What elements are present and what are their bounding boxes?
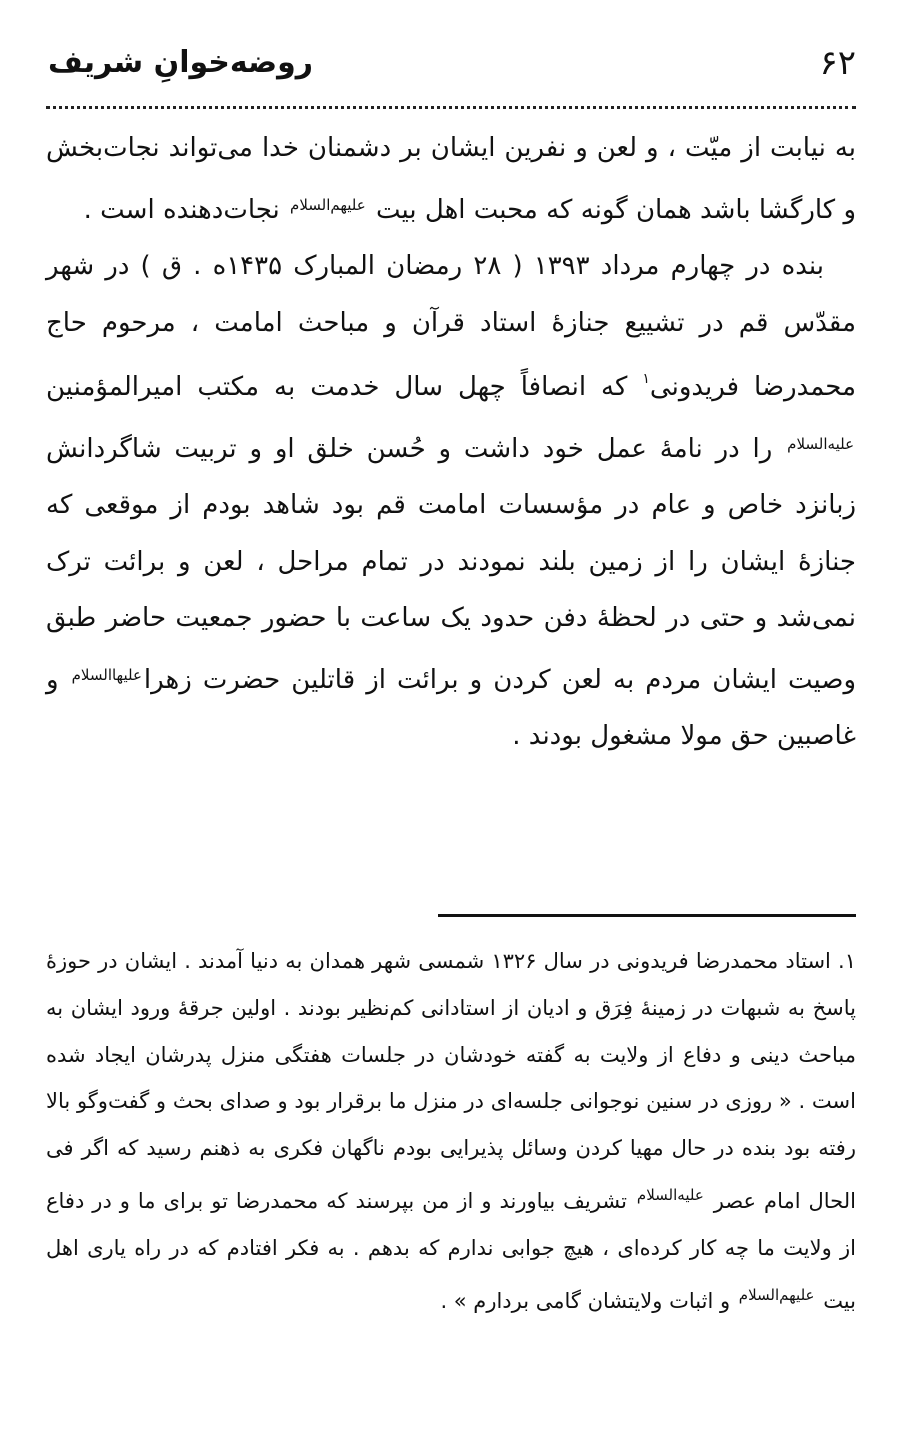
honorific-ahl-al-bayt: علیهم‌السلام [290,195,366,214]
page-header [48,38,856,98]
running-title: روضه‌خوانِ شریف [48,45,314,80]
header-dotted-rule [46,106,856,109]
footnote-text-a: ۱. استاد محمدرضا فریدونی در سال ۱۳۲۶ شمسی شهر همدان به دنیا آمدند . ایشان در حوزهٔ پاسخ به شبهات در زمینهٔ فِرَق و ادیان از استادانی کم‌نظیر بودند . اولین جرقهٔ ورود ایشان به مباحث دینی و دفاع از ولایت به گفته خودشان در جلسات هفتگی منزل پدرشان ایجاد شده است . « روزی در سنین نوجوانی جلسه‌ای در منزل ما برقرار بود و صدای بحث و گفت‌وگو بالا رفته بود بنده در حال مهیا کردن وسائل پذیرایی بودم ناگهان فکری به ذهنم رسید که اگر فی الحال امام عصر [46,949,857,1213]
paragraph-2-text-b: که انصافاً چهل سال خدمت به مکتب امیرالمؤمنین [46,372,628,402]
honorific-imam-asr: علیه‌السلام [636,1185,704,1204]
paragraph-2-text-a: بنده در چهارم مرداد ۱۳۹۳ ( ۲۸ رمضان المبارک ۱۴۳۵ه . ق ) در شهر مقدّس قم در تشییع جنازهٔ استاد قرآن و مباحث امامت ، مرحوم حاج محمدرضا فریدونی [46,251,856,402]
paragraph-2 [46,238,856,765]
paragraph-2-text-d: و غاصبین حق مولا مشغول بودند . [46,664,856,751]
paragraph-1 [46,120,856,238]
page-number: ۶۲ [819,43,856,83]
footnote-text-c: و اثبات ولایتشان گامی بردارم » . [440,1288,731,1313]
footnote-separator [438,914,856,917]
honorific-zahra: علیهاالسلام [71,665,142,684]
honorific-amir-al-muminin: علیه‌السلام [787,434,855,453]
paragraph-1-text-b: نجات‌دهنده است . [83,194,280,225]
footnote-reference[interactable]: ۱ [642,371,650,387]
footnote-1 [46,938,856,1324]
paragraph-1-text-a: به نیابت از میّت ، و لعن و نفرین ایشان بر دشمنان خدا می‌تواند نجات‌بخش و کارگشا باشد همان گونه که محبت اهل بیت [46,133,856,225]
honorific-ahl-al-bayt-footnote: علیهم‌السلام [738,1285,815,1304]
main-text [46,120,856,765]
footnote-text-b: تشریف بیاورند و از من بپرسند که محمدرضا تو برای ما و در دفاع از ولایت ما چه کار کرده‌ای ، هیچ جوابی ندارم که بدهم . به فکر افتادم که در راه یاری اهل بیت [46,1188,856,1313]
paragraph-2-text-c: را در نامهٔ عمل خود داشت و حُسن خلق او و تربیت شاگردانش زبانزد خاص و عام در مؤسسات امامت قم بود شاهد بودم از موقعی که جنازهٔ ایشان را از زمین بلند نمودند در تمام مراحل ، لعن و برائت ترک نمی‌شد و حتی در لحظهٔ دفن حدود یک ساعت با حضور جمعیت حاضر طبق وصیت ایشان مردم به لعن کردن و برائت از قاتلین حضرت زهرا [46,433,856,695]
